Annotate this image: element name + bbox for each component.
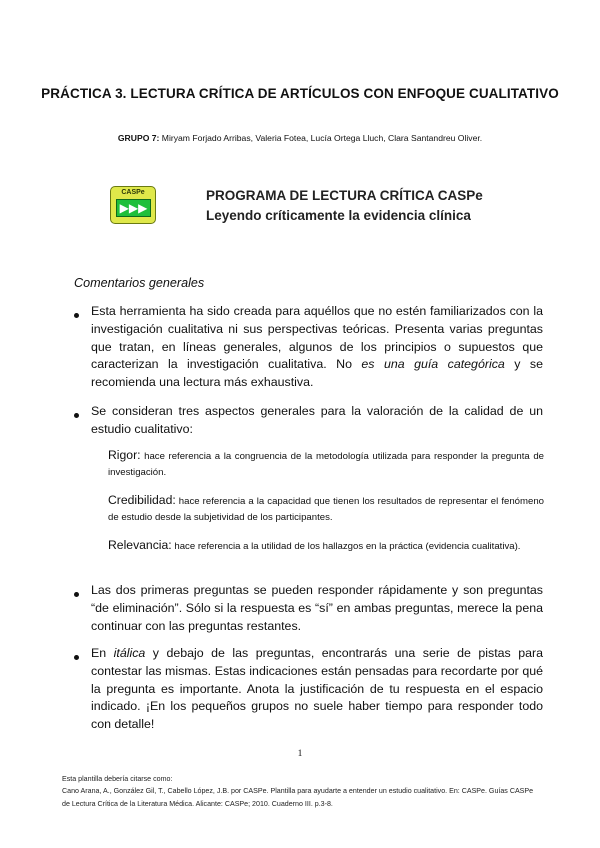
citation-footnote [62,773,542,810]
criterion-rigor [108,448,544,480]
bullet-1-body: Esta herramienta ha sido creada para aquéllos que no estén familiarizados con la investigación cualitativa ni sus perspectivas teóricas. Presenta varias preguntas que tratan, en líneas generales, algunos de los principios o supuestos que caracterizan la investigación cualitativa. No [91,304,543,372]
group-label: GRUPO 7: [117,133,160,143]
bullet-icon [74,413,79,418]
footnote-line-2: Cano Arana, A., González Gil, T., Cabello López, J.B. por CASPe. Plantilla para ayudarte a entender un estudio cualitativo. En: CASPe. Guías CASPe de Lectura Crítica de la Literatura Médica. Alicante: CASPe; 2010. Cuaderno III. p.3-8. [62,787,534,808]
page-number: 1 [297,749,303,759]
footnote-line-1: Esta plantilla debería citarse como: [62,775,173,783]
group-members: Miryam Forjado Arribas, Valeria Fotea, Lucía Ortega Lluch, Clara Santandreu Oliver. [161,133,483,143]
rigor-text: hace referencia a la congruencia de la metodología utilizada para responder la pregunta de investigación. [108,451,544,478]
criterion-relevancia [108,538,544,555]
triple-arrow-icon [116,199,151,217]
logo-arrows-glyph: ▶▶▶ [119,201,148,215]
bullet-icon [74,592,79,597]
document-title: PRÁCTICA 3. LECTURA CRÍTICA DE ARTÍCULOS CON ENFOQUE CUALITATIVO [41,86,559,101]
group-line [0,133,600,143]
bullet-2-text: Se consideran tres aspectos generales para la valoración de la calidad de un estudio cualitativo: [91,404,543,436]
bullet-4-text [91,645,543,734]
caspe-logo-text: CASPe [121,189,145,196]
program-subtitle: Leyendo críticamente la evidencia clínica [206,208,471,223]
credibilidad-term: Credibilidad: [108,493,176,507]
bullet-1-italic: es una guía categórica [361,357,505,372]
section-heading: Comentarios generales [74,276,205,290]
rigor-term: Rigor: [108,448,141,462]
bullet-icon [74,655,79,660]
credibilidad-text: hace referencia a la capacidad que tienen los resultados de representar el fenómeno de estudio desde la subjetividad de los participantes. [108,496,544,523]
bullet-3-text: Las dos primeras preguntas se pueden responder rápidamente y son preguntas “de eliminación”. Sólo si la respuesta es “sí” en ambas preguntas, merece la pena continuar con las preguntas restantes. [91,583,543,633]
bullet-4-italic: itálica [113,646,146,660]
criterion-credibilidad [108,493,544,525]
bullet-1-tail: y se recomienda una lectura más exhaustiva. [91,357,543,390]
bullet-1-text [91,303,543,392]
bullet-4-prefix: En [91,646,114,660]
relevancia-term: Relevancia: [108,538,172,552]
caspe-logo [110,186,156,224]
relevancia-text: hace referencia a la utilidad de los hallazgos en la práctica (evidencia cualitativa). [171,541,521,552]
program-title: PROGRAMA DE LECTURA CRÍTICA CASPe [206,188,483,203]
bullet-icon [74,313,79,318]
bullet-4-body: y debajo de las preguntas, encontrarás una serie de pistas para contestar las mismas. Estas indicaciones están pensadas para recordarte por qué la pregunta es importante. Anota la justificación de tu respuesta en el espacio indicado. ¡En los pequeños grupos no suele haber tiempo para responder todo con detalle! [91,646,544,732]
